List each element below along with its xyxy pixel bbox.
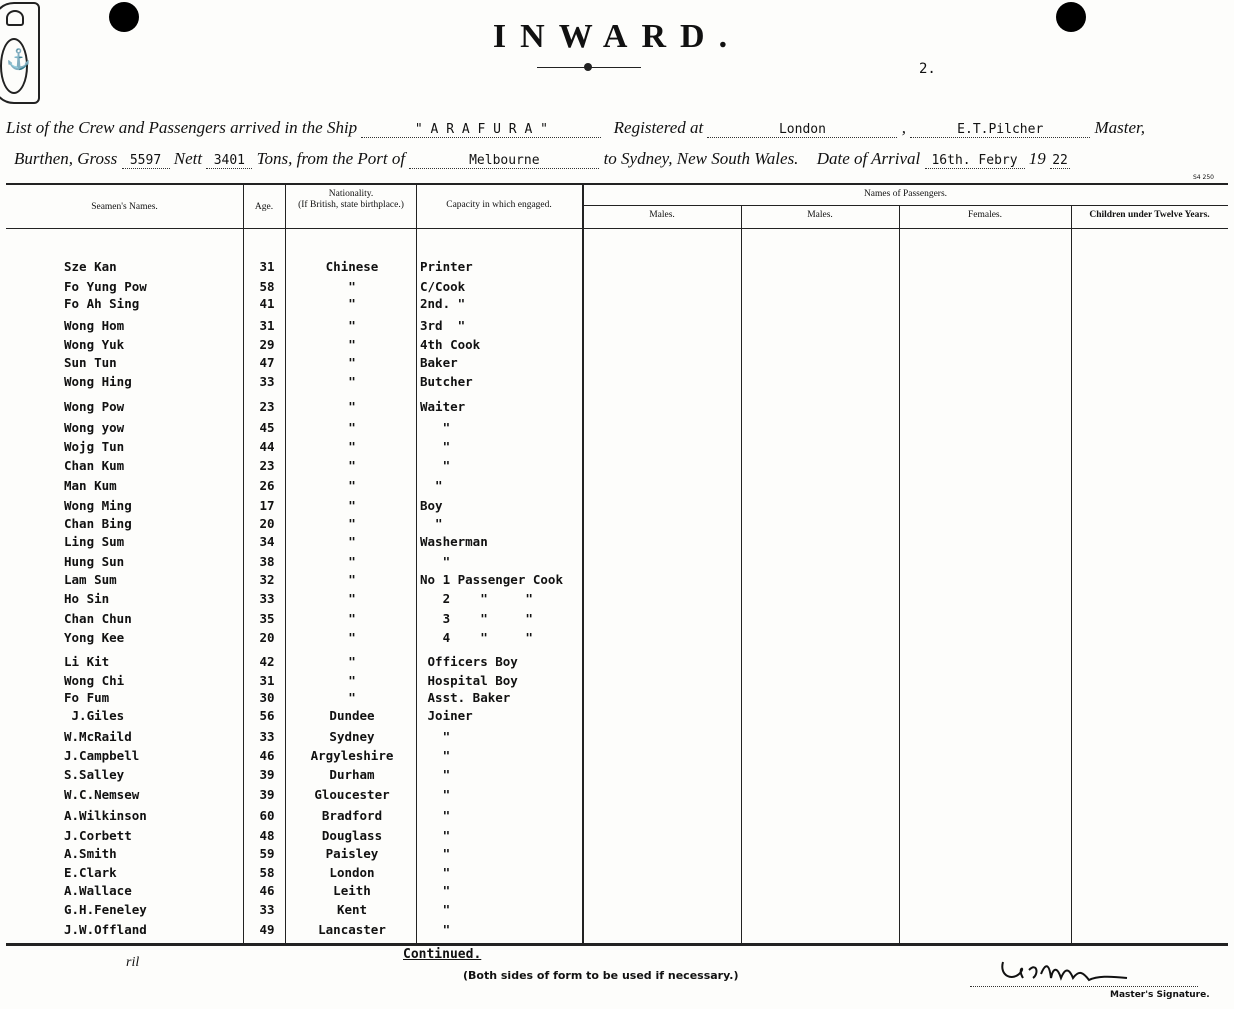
crew-nationality: Chinese bbox=[325, 259, 379, 274]
form-code: S4 250 bbox=[1193, 174, 1214, 181]
crew-nationality: " bbox=[348, 318, 356, 333]
crew-nationality: " bbox=[348, 458, 356, 473]
crew-age: 59 bbox=[259, 846, 275, 861]
crew-name: Man Kum bbox=[64, 478, 117, 493]
table-top-rule bbox=[6, 183, 1228, 185]
crew-name: S.Salley bbox=[64, 767, 125, 782]
crew-age: 35 bbox=[259, 611, 275, 626]
header-age: Age. bbox=[254, 202, 274, 212]
crew-nationality: " bbox=[348, 296, 356, 311]
crew-nationality: " bbox=[348, 673, 356, 688]
crew-nationality: Kent bbox=[336, 902, 368, 917]
crew-capacity: Boy bbox=[420, 498, 443, 513]
destination-label: to Sydney, New South Wales. bbox=[603, 149, 799, 168]
crew-name: E.Clark bbox=[64, 865, 117, 880]
crew-capacity: Joiner bbox=[420, 708, 473, 723]
crew-age: 31 bbox=[259, 673, 275, 688]
crew-capacity: Baker bbox=[420, 355, 458, 370]
ship-line-intro: List of the Crew and Passengers arrived in the Ship bbox=[6, 118, 358, 137]
crew-age: 42 bbox=[259, 654, 275, 669]
crew-age: 20 bbox=[259, 516, 275, 531]
crew-capacity: 4 " " bbox=[420, 630, 533, 645]
crew-age: 45 bbox=[259, 420, 275, 435]
nett-tons: 3401 bbox=[206, 153, 252, 169]
crew-age: 32 bbox=[259, 572, 275, 587]
crew-capacity: 3 " " bbox=[420, 611, 533, 626]
crew-nationality: " bbox=[348, 572, 356, 587]
crew-age: 46 bbox=[259, 748, 275, 763]
header-nationality-note: (If British, state birthplace.) bbox=[298, 200, 404, 210]
crew-name: W.McRaild bbox=[64, 729, 132, 744]
crew-age: 41 bbox=[259, 296, 275, 311]
crew-name: Wong Hing bbox=[64, 374, 132, 389]
crew-name: Ling Sum bbox=[64, 534, 125, 549]
header-children: Children under Twelve Years. bbox=[1089, 210, 1210, 220]
crew-capacity: 2nd. " bbox=[420, 296, 466, 311]
crew-capacity: " bbox=[420, 420, 451, 435]
arrival-date: 16th. Febry bbox=[925, 153, 1025, 169]
crew-name: Fo Ah Sing bbox=[64, 296, 140, 311]
burthen-label: Burthen, Gross bbox=[14, 149, 118, 168]
crew-capacity: " bbox=[420, 767, 451, 782]
crew-nationality: Gloucester bbox=[314, 787, 390, 802]
crew-nationality: " bbox=[348, 420, 356, 435]
crew-nationality: " bbox=[348, 611, 356, 626]
crew-capacity: " bbox=[420, 883, 451, 898]
crew-age: 33 bbox=[259, 902, 275, 917]
crew-age: 56 bbox=[259, 708, 275, 723]
header-males-1: Males. bbox=[649, 210, 675, 220]
header-bottom-rule bbox=[6, 228, 1228, 229]
crew-nationality: Douglass bbox=[321, 828, 383, 843]
crew-name: Chan Chun bbox=[64, 611, 132, 626]
crew-name: Lam Sum bbox=[64, 572, 117, 587]
anchor-icon: ⚓ bbox=[6, 49, 31, 71]
crew-age: 48 bbox=[259, 828, 275, 843]
crew-nationality: " bbox=[348, 630, 356, 645]
crew-name: Fo Yung Pow bbox=[64, 279, 147, 294]
header-names-of-passengers: Names of Passengers. bbox=[863, 189, 948, 199]
crew-age: 47 bbox=[259, 355, 275, 370]
crew-name: G.H.Feneley bbox=[64, 902, 147, 917]
crew-name: Wong Yuk bbox=[64, 337, 125, 352]
crew-age: 17 bbox=[259, 498, 275, 513]
form-note: (Both sides of form to be used if necessary.) bbox=[463, 969, 739, 982]
crew-age: 38 bbox=[259, 554, 275, 569]
crew-nationality: " bbox=[348, 516, 356, 531]
crew-age: 23 bbox=[259, 458, 275, 473]
crew-name: J.Giles bbox=[64, 708, 125, 723]
crew-age: 31 bbox=[259, 318, 275, 333]
crew-name: Li Kit bbox=[64, 654, 110, 669]
header-females: Females. bbox=[967, 210, 1003, 220]
crew-capacity: No 1 Passenger Cook bbox=[420, 572, 563, 587]
crew-capacity: " bbox=[420, 478, 443, 493]
crew-age: 33 bbox=[259, 729, 275, 744]
header-males-2: Males. bbox=[807, 210, 833, 220]
crew-name: Wong Chi bbox=[64, 673, 125, 688]
form-title: INWARD. bbox=[492, 18, 742, 55]
master-name: E.T.Pilcher bbox=[910, 122, 1090, 138]
crew-name: J.Campbell bbox=[64, 748, 140, 763]
crew-nationality: " bbox=[348, 279, 356, 294]
crew-name: Yong Kee bbox=[64, 630, 125, 645]
crew-name: A.Wilkinson bbox=[64, 808, 147, 823]
crew-age: 39 bbox=[259, 787, 275, 802]
crew-capacity: Asst. Baker bbox=[420, 690, 511, 705]
crew-nationality: " bbox=[348, 654, 356, 669]
crew-name: Hung Sun bbox=[64, 554, 125, 569]
crew-age: 34 bbox=[259, 534, 275, 549]
crew-age: 31 bbox=[259, 259, 275, 274]
crew-capacity: Waiter bbox=[420, 399, 466, 414]
crew-capacity: " bbox=[420, 828, 451, 843]
crew-capacity: " bbox=[420, 902, 451, 917]
crew-name: Wong Hom bbox=[64, 318, 125, 333]
header-seamens-names: Seamen's Names. bbox=[91, 202, 158, 212]
burthen-line: Burthen, Gross 5597 Nett 3401 Tons, from the Port of Melbourne to Sydney, New South Wales. Date of Arrival 16th. Febry 19 22 bbox=[14, 149, 1070, 169]
crew-nationality: " bbox=[348, 690, 356, 705]
continued-label: Continued. bbox=[403, 947, 482, 962]
crew-nationality: " bbox=[348, 498, 356, 513]
gross-tons: 5597 bbox=[122, 153, 170, 169]
crew-nationality: Bradford bbox=[321, 808, 383, 823]
crew-capacity: " bbox=[420, 458, 451, 473]
crew-name: Fo Fum bbox=[64, 690, 110, 705]
crew-nationality: Lancaster bbox=[318, 922, 386, 937]
crew-capacity: " bbox=[420, 865, 451, 880]
crew-capacity: Officers Boy bbox=[420, 654, 518, 669]
crew-name: J.Corbett bbox=[64, 828, 132, 843]
crew-name: Sze Kan bbox=[64, 259, 117, 274]
signature-label: Master's Signature. bbox=[1110, 990, 1210, 1000]
crew-nationality: " bbox=[348, 554, 356, 569]
crew-capacity: 2 " " bbox=[420, 591, 533, 606]
crew-nationality: " bbox=[348, 399, 356, 414]
registered-port: London bbox=[707, 122, 897, 138]
crew-name: W.C.Nemsew bbox=[64, 787, 140, 802]
crew-nationality: " bbox=[348, 337, 356, 352]
crew-capacity: " bbox=[420, 748, 451, 763]
crew-capacity: " bbox=[420, 787, 451, 802]
crew-age: 23 bbox=[259, 399, 275, 414]
crew-capacity: Washerman bbox=[420, 534, 488, 549]
crew-name: Wojg Tun bbox=[64, 439, 125, 454]
crew-age: 39 bbox=[259, 767, 275, 782]
crew-capacity: " bbox=[420, 846, 451, 861]
crew-age: 33 bbox=[259, 591, 275, 606]
crew-nationality: Leith bbox=[333, 883, 371, 898]
arrival-year: 22 bbox=[1050, 153, 1070, 169]
crew-age: 26 bbox=[259, 478, 275, 493]
crew-capacity: 4th Cook bbox=[420, 337, 481, 352]
crew-nationality: Sydney bbox=[329, 729, 375, 744]
crew-nationality: Paisley bbox=[325, 846, 379, 861]
crew-age: 33 bbox=[259, 374, 275, 389]
crew-age: 58 bbox=[259, 865, 275, 880]
header-nationality: Nationality. bbox=[328, 189, 374, 199]
crew-age: 49 bbox=[259, 922, 275, 937]
crew-name: Wong Pow bbox=[64, 399, 125, 414]
crew-name: A.Smith bbox=[64, 846, 117, 861]
crew-nationality: London bbox=[329, 865, 375, 880]
crew-capacity: C/Cook bbox=[420, 279, 466, 294]
crew-nationality: " bbox=[348, 439, 356, 454]
crew-capacity: " bbox=[420, 808, 451, 823]
crew-name: J.W.Offland bbox=[64, 922, 147, 937]
crew-capacity: " bbox=[420, 554, 451, 569]
crew-capacity: 3rd " bbox=[420, 318, 466, 333]
margin-mark: ril bbox=[126, 955, 140, 970]
table-bottom-rule bbox=[6, 943, 1228, 946]
crew-nationality: Argyleshire bbox=[310, 748, 394, 763]
master-label: Master, bbox=[1094, 118, 1145, 137]
crew-name: Chan Kum bbox=[64, 458, 125, 473]
crew-capacity: Hospital Boy bbox=[420, 673, 518, 688]
master-signature bbox=[995, 948, 1135, 988]
crew-name: Ho Sin bbox=[64, 591, 110, 606]
crew-age: 60 bbox=[259, 808, 275, 823]
crew-age: 44 bbox=[259, 439, 275, 454]
page-number: 2. bbox=[919, 61, 936, 77]
crew-nationality: Dundee bbox=[329, 708, 375, 723]
crew-nationality: " bbox=[348, 591, 356, 606]
crew-age: 20 bbox=[259, 630, 275, 645]
crew-capacity: " bbox=[420, 922, 451, 937]
crew-capacity: Printer bbox=[420, 259, 473, 274]
crew-name: Chan Bing bbox=[64, 516, 132, 531]
crew-name: Sun Tun bbox=[64, 355, 117, 370]
crew-nationality: Durham bbox=[329, 767, 375, 782]
header-capacity: Capacity in which engaged. bbox=[446, 200, 552, 210]
crew-name: Wong yow bbox=[64, 420, 125, 435]
crew-capacity: " bbox=[420, 729, 451, 744]
crew-age: 29 bbox=[259, 337, 275, 352]
crew-age: 30 bbox=[259, 690, 275, 705]
crew-nationality: " bbox=[348, 534, 356, 549]
ship-line: List of the Crew and Passengers arrived in the Ship " A R A F U R A " Registered at London , E.T.Pilcher Master, bbox=[6, 118, 1145, 137]
crew-age: 46 bbox=[259, 883, 275, 898]
crew-name: A.Wallace bbox=[64, 883, 132, 898]
crew-capacity: Butcher bbox=[420, 374, 473, 389]
registered-label: Registered at bbox=[613, 118, 704, 137]
crew-nationality: " bbox=[348, 374, 356, 389]
crew-name: Wong Ming bbox=[64, 498, 132, 513]
crew-capacity: " bbox=[420, 516, 443, 531]
crew-capacity: " bbox=[420, 439, 451, 454]
ship-name: " A R A F U R A " bbox=[361, 122, 601, 138]
port-of-departure: Melbourne bbox=[409, 153, 599, 169]
crew-nationality: " bbox=[348, 355, 356, 370]
crew-age: 58 bbox=[259, 279, 275, 294]
crew-nationality: " bbox=[348, 478, 356, 493]
